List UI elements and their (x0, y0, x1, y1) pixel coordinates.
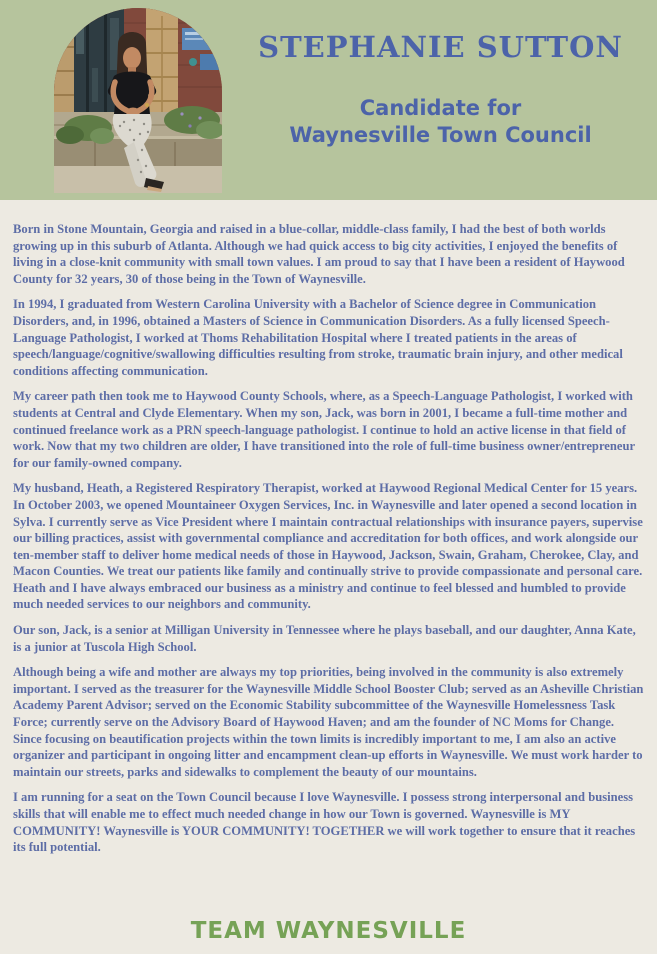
subtitle-line-2: Waynesville Town Council (289, 123, 592, 147)
bio-paragraph: My husband, Heath, a Registered Respiratory Therapist, worked at Haywood Regional Medical Center for 15 years. In October 2003, we opened Mountaineer Oxygen Services, Inc. in Waynesville and later opened a second location in Sylva. I currently serve as Vice President where I maintain contractual relationships with insurance payers, supervise our billing practices, assist with governmental compliance and accreditation for both offices, and work alongside our ten-member staff to deliver home medical needs of those in Haywood, Jackson, Swain, Graham, Cherokee, Clay, and Macon Counties. We treat our patients like family and continually strive to provide compassionate and personal care. Heath and I have always embraced our business as a ministry and continue to feel blessed and humbled to provide much needed services to our neighbors and community. (13, 481, 643, 612)
bio-paragraph: Born in Stone Mountain, Georgia and raised in a blue-collar, middle-class family, I had the best of both worlds growing up in this suburb of Atlanta. Although we had quick access to big city activities, I enjoyed the benefits of living in a close-knit community with small town values. I am proud to say that I have been a resident of Haywood County for 32 years, 30 of those being in the Town of Waynesville. (13, 222, 625, 286)
bio-paragraph: Although being a wife and mother are always my top priorities, being involved in the community is also extremely important. I served as the treasurer for the Waynesville Middle School Booster Club; served as an Asheville Christian Academy Parent Advisor; served on the Economic Stability subcommittee of the Waynesville Homelessness Task Force; currently serve on the Advisory Board of Haywood Haven; and am the founder of NC Moms for Change. Since focusing on beautification projects within the town limits is incredibly important to me, I am also an active organizer and participant in ongoing litter and encampment clean-up efforts in Waynesville. We must work harder to maintain our streets, parks and sidewalks to complement the beauty of our mountains. (13, 665, 644, 779)
subtitle-line-1: Candidate for (359, 96, 522, 120)
bio-paragraph: I am running for a seat on the Town Council because I love Waynesville. I possess strong interpersonal and business skills that will enable me to effect much needed change in how our Town is governed. Waynesville is MY COMMUNITY! Waynesville is YOUR COMMUNITY! TOGETHER we will work together to ensure that it reaches its full potential. (13, 790, 636, 855)
candidate-photo-illustration (54, 8, 222, 193)
bio-paragraph: In 1994, I graduated from Western Carolina University with a Bachelor of Science degree in Communication Disorders, and, in 1996, obtained a Masters of Science in Communication Disorders. As a fully licensed Speech-Language Pathologist, I worked at Thoms Rehabilitation Hospital where I treated patients in the areas of speech/language/cognitive/swallowing difficulties resulting from stroke, traumatic brain injury, and other medical conditions affecting communication. (13, 297, 623, 378)
candidate-subtitle (228, 95, 653, 149)
header-banner (0, 0, 657, 200)
header-text-block (228, 0, 653, 149)
team-slogan: TEAM WAYNESVILLE (190, 918, 467, 944)
candidate-name: STEPHANIE SUTTON (258, 30, 623, 64)
bio-paragraph: My career path then took me to Haywood County Schools, where, as a Speech-Language Pathologist, I worked with students at Central and Clyde Elementary. When my son, Jack, was born in 2001, I became a full-time mother and continued freelance work as a PRN speech-language pathologist. I continue to hold an active license in that field of work. Now that my two children are older, I have transitioned into the role of full-time business owner/entrepreneur for our family-owned company. (13, 389, 635, 470)
bio-paragraph: Our son, Jack, is a senior at Milligan University in Tennessee where he plays baseball, and our daughter, Anna Kate, is a junior at Tuscola High School. (13, 623, 636, 654)
biography-section (13, 200, 645, 908)
candidate-photo (54, 8, 222, 193)
footer (0, 908, 657, 954)
